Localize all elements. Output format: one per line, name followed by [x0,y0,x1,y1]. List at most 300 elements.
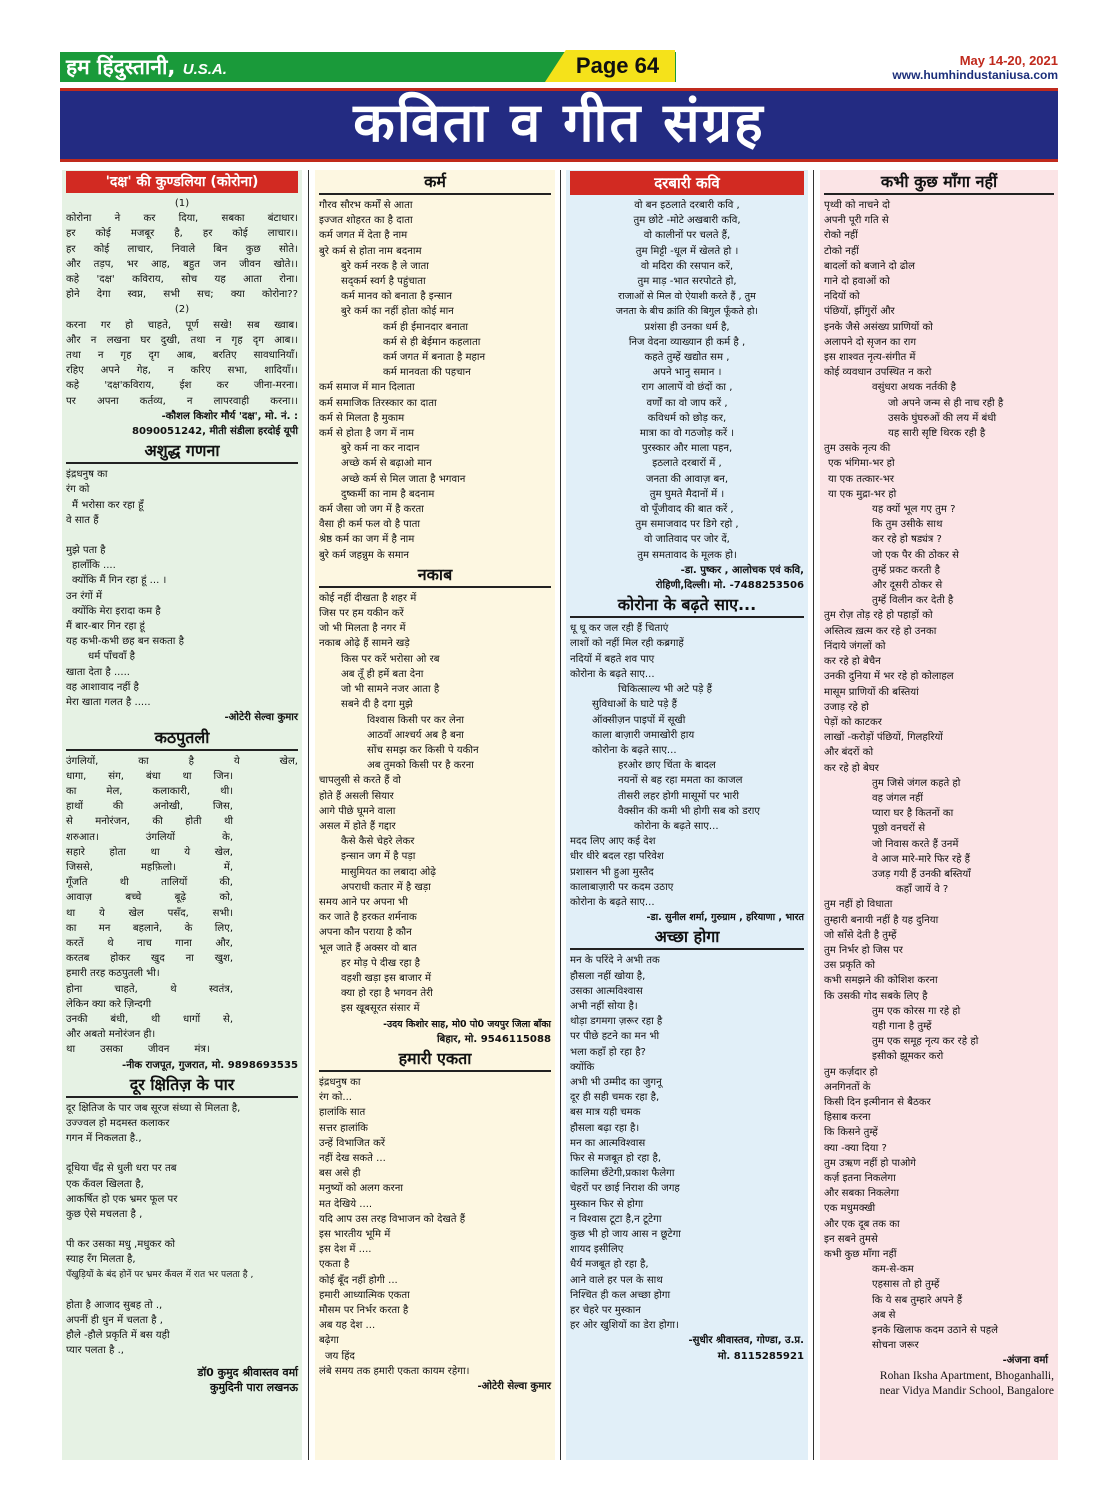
poem-line: बुरे कर्म का नहीं होता कोई मान [341,306,454,318]
poem-line: लंबे समय तक हमारी एकता कायम रहेगा। [319,1365,470,1377]
poem-line: प्यारा घर है कितनों का [872,808,954,820]
poem-line: सुविधाओं के घाटे पड़े हैं [592,699,677,711]
poem-line: कहाँ जायें वे ? [896,884,949,896]
poem-line: कर्म मानव को बनाता है इन्सान [341,291,453,303]
poem-line: हमारी तरह कठपुतली भी। [66,968,160,980]
poem-title: अच्छा होगा [570,926,804,950]
poem-line: धागा, संग, बंधा था जिन। [66,770,234,782]
poem-line: अच्छे कर्म से मिल जाता है भगवान [341,473,466,485]
poem-author: कुमुदिनी पारा लखनऊ [210,1380,298,1394]
column-2 [315,170,555,1460]
poem-author: डॉ0 कुमुद श्रीवास्तव वर्मा [197,1365,298,1379]
poem-line: कर रहे हो बेघर [824,762,879,774]
poem-title: दूर क्षितिज़ के पार [66,1074,298,1098]
stanza-number: (1) [174,198,190,209]
poem-line: राजाओं से मिल वो ऐयाशी करते हैं , तुम [618,291,756,303]
poem-line: कर्म जगत में देता है नाम [319,230,408,242]
poem-line: इंद्रधनुष का [319,1076,361,1088]
poem-line: कर रहे हो बेचैन [824,656,881,668]
column-3 [566,170,808,1460]
poem-line: एक कँवल खिलता है, [66,1178,144,1190]
poem-line: दूर ही सही चमक रहा है, [570,1092,660,1104]
poem-line: अभी नहीं सोया है। [570,1000,638,1012]
poem-line: इज्जत शोहरत का है दाता [319,215,413,227]
poem-line: उंगलियों, का है ये खेल, [66,755,298,767]
poem-line: पृथ्वी को नाचने दो [824,200,891,211]
poem-line: और एक दूब तक का [824,1218,900,1230]
poem-line: तुम्हारी बनायी नहीं है यह दुनिया [824,914,939,926]
column-4 [820,170,1058,1460]
poem-line: दूर क्षितिज के पार जब सूरज संध्या से मिलता है, [66,1102,241,1114]
poem-line: और दूसरी ठोकर से [872,580,943,592]
poem-title: कर्म [319,171,551,195]
poem-line: तुम समाजवाद पर डिगे रहो , [635,519,739,531]
poem-line: जो भी सामने नजर आता है [341,684,440,696]
poem-line: यही गाना है तुम्हें [872,1020,932,1032]
poem-line: जो भी मिलता है नगर में [319,623,406,635]
poem-line: का मन बहलाने, के लिए, [66,922,234,934]
poem-line: काला बाज़ारी जमाखोरी हाय [592,729,695,741]
poem-line: उसके घुंघरुओं की लय में बंधी [888,412,997,424]
section-title: कविता व गीत संग्रह [353,91,765,154]
poem-line: तुम रोज़ तोड़ रहे हो पहाड़ों को [824,610,933,622]
poem-title: 'दक्ष' की कुण्डलिया (कोरोना) [66,171,298,193]
poem-line: मैं बार-बार गिन रहा हूं [66,621,145,633]
poem-line: का मेल, कलाकारी, थी। [66,785,234,797]
poem-line: इनके खिलाफ कदम उठाने से पहले [872,1325,998,1337]
poem-line: कोई नहीं दीखता है शहर में [319,592,417,604]
poem-line: तुम उसके नृत्य की [824,443,891,455]
poem-line: इस शाश्वत नृत्य-संगीत में [824,352,916,364]
poem-line: और बंदरों को [824,747,874,759]
poem-line: इस देश में .... [319,1244,372,1256]
poem-author: -ओटेरी सेल्वा कुमार [224,712,298,724]
poem-line: कविधर्म को छोड़ कर, [647,412,727,424]
poem-line: मन के परिंदे ने अभी तक [570,955,660,967]
poem-line: इसीको झूमकर करो [872,1051,944,1063]
poem-line: पर अपना कर्तव्य, न लापरवाही करना।। [66,395,298,407]
author-address: near Vidya Mandir School, Bangalore [879,1384,1054,1397]
poem-line: तुम माड़ -भात सरपोटते हो, [637,276,737,288]
brand-name: हम हिंदुस्तानी, [66,55,176,79]
poem-line: तुम समतावाद के मूलक हो। [637,549,737,561]
poem-author: -नीक राजपूत, गुजरात, मो. 9898693535 [122,1059,298,1071]
poem-line: धू धू कर जल रही हैं चिताएं [570,623,669,635]
poem-line: दूधिया चँद्र से धुली धरा पर तब [66,1163,177,1175]
poem-line: लेकिन क्या करे ज़िन्दगी [66,998,152,1010]
poem-line: था ये खेल पसँद, सभी। [66,907,234,919]
poem-line: कर जाते है हरकत शर्मनाक [319,912,417,924]
poem-line: पुरस्कार और माला पहन, [641,443,733,455]
poem-line: अब तुमको किसी पर है करना [367,760,474,772]
poem-line: कभी कुछ माँगा नहीं [824,1249,897,1261]
poem-line: अपना कौन पराया है कौन [319,927,412,939]
poem-line: अनगिनतों के [824,1081,871,1093]
poem-line: शायद इसीलिए [570,1244,624,1256]
poem-line: तुम जिसे जंगल कहते हो [872,777,961,789]
poem-line: कर्म से मिलता है मुकाम [319,412,405,424]
poem-line: शरुआत। उंगलियों के, [66,831,234,843]
poem-line: कि ये सब तुम्हारे अपने हैं [872,1294,963,1306]
poem-line: कि तुम उसीके साथ [872,519,943,531]
poem-line: श्रेष्ठ कर्म का जग में है नाम [319,534,415,546]
issue-date: May 14-20, 2021 [959,53,1058,68]
brand-suffix: U.S.A. [182,61,227,78]
poem-line: प्रशासन भी हुआ मुस्तैद [570,866,654,878]
poem-line: इनके जैसे असंख्य प्राणियों को [824,321,933,333]
poem-line: इस खूबसूरत संसार में [341,1003,420,1015]
poem-line: वे आज मारे-मारे फिर रहे हैं [872,853,971,865]
poem-title: कभी कुछ माँगा नहीं [824,171,1054,195]
author-address: Rohan Iksha Apartment, Bhoganhalli, [879,1369,1054,1382]
poem-line: तुम छोटे -मोटे अखबारी कवि, [633,215,741,227]
poem-line: रहिए अपने गेह, न करिए सभा, शादियाँ।। [66,365,298,377]
poem-line: बुरे कर्म ना कर नादान [341,443,420,455]
poem-line: वो बन इठलाते दरबारी कवि , [634,200,740,211]
poem-line: बुरे कर्म से होता नाम बदनाम [319,245,422,257]
poem-line: धर्म पाँचवाँ है [88,651,136,663]
poem-line: गगन में निकलता है., [66,1133,142,1145]
poem-line: तीसरी लहर होगी मासूमों पर भारी [618,790,740,802]
poem-line: यदि आप उस तरह विभाजन को देखते हैं [319,1213,466,1225]
poem-author: -ओटेरी सेल्वा कुमार [477,1381,551,1393]
poem-line: कुछ ऐसे मचलता है , [66,1208,143,1220]
poem-line: कर्ज़ इतना निकलेगा [824,1173,896,1184]
poem-line: निश्चित ही कल अच्छा होगा [570,1289,671,1301]
poem-line: प्यार पलता है ., [66,1345,124,1357]
poem-line: हिसाब करना [824,1112,871,1124]
poem-line: सद्कर्म स्वर्ग है पहुंचाता [341,276,426,288]
poem-line: कोरोना के बढ़ते साए... [592,744,677,756]
poem-line: कालिमा छँटेगी,प्रकाश फैलेगा [570,1168,675,1180]
poem-line: वैक्सीन की कमी भी होगी सब को डराए [618,805,760,817]
poem-line: उजाड़ रहे हो [824,701,869,713]
poem-line: जो एक पैर की ठोकर से [872,549,959,561]
poem-line: कर रहे हो षड्यंत्र ? [872,534,942,546]
poem-line: और तड़प, भर आह, बहुत जन जीवन खोते।। [66,258,298,270]
poem-line: यह सारी सृष्टि थिरक रही है [888,428,986,440]
poem-line: कहे 'दक्ष'कविराय, ईश कर जीना-मरना। [66,380,298,392]
poem-line: जिससे, महफ़िलो। में, [66,861,234,873]
poem-line: इन्सान जग में है पड़ा [341,851,416,863]
poem-line: कभी समझने की कोशिश करना [824,975,938,987]
poem-line: जो निवास करते हैं उनमें [872,838,959,850]
poem-line: कोरोना ने कर दिया, सबका बंटाधार। [66,213,298,225]
poem-line: भूल जाते हैं अक्सर वो बात [319,942,417,954]
stanza-number: (2) [174,304,190,316]
poem-line: उसका आत्मविश्वास [570,985,643,997]
poem-line: करतें थे नाच गाना और, [66,937,234,949]
poem-line: बुरे कर्म जहन्नुम के समान [319,549,409,561]
poem-line: तुम निर्भर हो जिस पर [824,944,903,956]
poem-line: ऑक्सीज़न पाइपों में सूखी [592,714,686,726]
poem-author: -अंजना वर्मा [1002,1355,1048,1367]
poem-line: मुझे पता है [66,545,106,557]
poem-line: पंछियों, झींगुरों और [824,306,895,318]
poem-title: कठपुतली [66,727,298,751]
poem-author: -उदय किशोर साह, मो0 पो0 जयपुर जिला बाँका [383,1018,551,1030]
poem-line: आवाज़ बच्चे बूढ़े को, [66,892,234,904]
poem-line: राग आलापें वो छंदों का , [641,382,733,394]
poem-line: तुम कर्ज़दार हो [824,1066,878,1078]
masthead-brand [66,53,227,81]
poem-line: चेहरों पर छाई निराश की जगह [570,1183,680,1195]
poem-line: होना चाहते, थे स्वतंत्र, [66,983,234,995]
column-divider [560,170,561,1460]
poem-line: कोरोना के बढ़ते साए... [570,896,655,908]
poem-line: वह जंगल नहीं [872,792,923,804]
poem-author: -कौशल किशोर मौर्य 'दक्ष', मो. नं. : [161,410,298,422]
poem-line: चिकित्साल्य भी अटे पड़े हैं [618,684,713,696]
poem-line: वह आशावाद नहीं है [66,681,139,693]
poem-line: वहशी खड़ा इस बाजार में [341,972,431,984]
poem-line: अब तूँ ही हमें बता देना [341,668,424,680]
poem-line: कोरोना के बढ़ते साए... [570,668,655,680]
poem-line: अब यह देश ... [319,1320,376,1332]
page-number: Page 64 [575,53,660,78]
poem-line: यह कभी-कभी छह बन सकता है [66,636,184,648]
poem-line: मन का आत्मविश्वास [570,1137,646,1149]
poem-line: तुम घुमते मैदानों में । [649,488,725,500]
poem-line: कि किसने तुम्हें [824,1127,878,1139]
poem-line: आने वाले हर पल के साथ [570,1274,663,1286]
poem-line: आठवाँ आश्चर्य अब है बना [367,729,464,741]
poem-line: एक भंगिमा-भर हो [828,458,895,470]
poem-line: आगे पीछे घूमने वाला [319,805,396,817]
poem-line: हर मोड़ पे दीख रहा है [341,957,421,969]
poem-line: खाता देता है ..... [66,666,130,678]
poem-line: पँखुड़ियों के बंद होनें पर भ्रमर कँवल में रात भर पलता है , [66,1269,254,1280]
poem-line: किस पर करें भरोसा ओ रब [341,653,440,665]
poem-line: इंद्रधनुष का [66,469,108,481]
poem-line: हर कोई मजबूर है, हर कोई लाचार।। [66,228,298,240]
poem-line: बादलों को बजाने दो ढोल [824,260,915,272]
poem-line: असल में होते हैं गद्दार [319,820,396,832]
poem-line: मात्रा का वो गठजोड़ करें । [639,428,735,440]
poem-line: रंग को... [319,1092,353,1104]
poem-line: इस भारतीय भूमि में [319,1229,391,1240]
poem-line: कर्म मानवता की पहचान [383,367,471,379]
poem-line: इन सबने तुमसे [824,1233,878,1245]
poem-line: पी कर उसका मधु ,मधुकर को [66,1239,175,1251]
poem-author: रोहिणी,दिल्ली। मो. -7488253506 [655,580,804,592]
poem-line: एक मधुमक्खी [824,1203,876,1215]
poem-line: मासूम प्राणियों की बस्तियां [824,686,919,698]
poem-line: बुरे कर्म नरक है ले जाता [341,260,429,272]
poem-line: वो पूँजीवाद की बात करें , [640,504,734,516]
poem-line: हालाँकि .... [72,560,116,572]
poem-line: तुम उऋण नहीं हो पाओगे [824,1157,916,1169]
poem-line: निज वेदना व्याख्यान ही कर्म है , [628,336,746,348]
poem-author: 8090051242, मीती संडीला हरदोई यूपी [131,426,298,438]
poem-line: और अबतो मनोरंजन ही। [66,1029,156,1041]
poem-line: तथा न गृह दृग आब, बरतिए सावधानियाँ। [66,350,298,362]
poem-line: मासुमियत का लबादा ओढ़े [341,866,436,878]
poem-line: तुम एक कोरस गा रहे हो [872,1005,961,1017]
poem-line: क्या -क्या दिया ? [824,1142,887,1154]
poem-line: अपनीं ही धुन में चलता है , [66,1315,163,1326]
poem-line: आकर्षित हो एक भ्रमर फूल पर [66,1193,178,1205]
poem-line: हौसला बढ़ा रहा है। [570,1122,640,1134]
poem-line: कर्म जगत में बनाता है महान [383,352,486,364]
poem-line: अस्तित्व ख़त्म कर रहे हो उनका [824,625,937,637]
poem-line: समय आने पर अपना भी [319,896,408,908]
poem-line: हरओर छाए चिंता के बादल [618,760,716,772]
poem-line: सबने दी है दगा मुझे [341,699,413,711]
poem-line: करना गर हो चाहते, पूर्ण सखे! सब ख्वाब। [66,319,298,331]
poem-line: क्या हो रहा है भगवन तेरी [341,988,433,1000]
poem-line: या एक मुद्रा-भर हो [828,488,897,500]
poem-line: कैसे कैसे चेहरे लेकर [341,836,415,848]
poem-line: मेरा खाता गलत है ..... [66,697,151,709]
poem-line: कहे 'दक्ष' कविराय, सोच यह आता रोना। [66,274,298,286]
poem-line: थोड़ा डगमगा ज़रूर रहा है [570,1016,663,1028]
poem-line: वो कालीनों पर चलते हैं, [643,230,731,242]
poem-line: दुष्कर्मी का नाम है बदनाम [341,488,435,500]
poem-line: धैर्य मजबूत हो रहा है, [570,1259,649,1271]
poem-line: नकाब ओढ़े हैं सामने खड़े [319,638,410,650]
poem-line: होता है आजाद सुबह तो ., [66,1299,163,1311]
poem-author: -सुधीर श्रीवास्तव, गोण्डा, उ.प्र. [688,1335,804,1347]
poem-author: -डा. सुनील शर्मा, गुरुग्राम , हरियाणा , भारत [646,912,804,924]
poem-line: गूँजति थी तालियों की, [66,877,234,889]
poem-line: किसी दिन इत्मीनान से बैठकर [824,1096,931,1108]
poem-line: निंदाये जंगलों को [824,640,886,652]
poem-line: कि उसकी गोद सबके लिए है [824,990,928,1002]
poem-line: हमारी आध्यात्मिक एकता [319,1289,410,1301]
poem-line: वो मदिरा की रसपान करें, [640,260,734,272]
website-link[interactable]: www.humhindustaniusa.com [892,68,1058,82]
poem-line: उस प्रकृति को [824,960,876,972]
poem-line: जय हिंद [325,1350,355,1362]
poem-line: मौसम पर निर्भर करता है [319,1305,409,1317]
poem-line: हर चेहरे पर मुस्कान [570,1305,641,1317]
poem-line: अच्छे कर्म से बढ़ाओ मान [341,458,432,470]
poem-line: नदियों को [824,291,860,303]
poem-line: अपराधी कतार में है खड़ा [341,881,431,893]
poem-line: पेड़ों को काटकर [824,716,882,728]
poem-line: चापलुसी से करते हैं वो [319,775,401,787]
poem-line: रोको नहीं [824,230,858,242]
poem-line: करतब होकर खुद ना खुश, [66,953,234,965]
poem-line: वसुंधरा अथक नर्तकी है [872,382,957,394]
poem-line: हर कोई लाचार, निवाले बिन कुछ सोते। [66,243,298,255]
column-1 [62,170,302,1460]
poem-line: टोको नहीं [824,245,859,257]
column-divider [813,170,814,1460]
poem-line: गौरव सौरभ कर्मों से आता [319,200,413,211]
poem-line: या एक तत्कार-भर [828,473,895,485]
poem-line: कर्म जैसा जो जग में है करता [319,504,424,516]
poem-author: बिहार, मो. 9546115088 [436,1033,551,1045]
poem-line: एहसास तो हो तुम्हें [872,1279,940,1291]
poem-line: अलापने दो सृजन का राग [824,336,917,348]
poem-line: मदद लिए आए कई देश [570,836,656,848]
poem-title: अशुद्ध गणना [66,440,298,464]
poem-line: पर पीछे हटने का मन भी [570,1031,660,1043]
poem-line: जिस पर हम यकीन करें [319,608,404,620]
poem-line: क्योंकि मेरा इरादा कम है [72,605,161,617]
poem-line: हौसला नहीं खोया है, [570,970,646,982]
poem-line: मनुष्यों को अलग करना [319,1183,404,1195]
poem-title: दरबारी कवि [570,171,804,195]
poem-line: विश्वास किसी पर कर लेना [367,714,465,726]
poem-line: मैं भरोसा कर रहा हूँ [72,499,144,511]
poem-line: उजड़ गयी हैं उनकी बस्तियाँ [872,868,971,880]
poem-line: तुम मिट्टी -धूल में खेलते हो । [635,245,739,257]
poem-line: अपनी पूरी गति से [824,215,889,227]
poem-title: नकाब [319,564,551,588]
poem-line: फिर से मजबूत हो रहा है, [570,1152,662,1164]
poem-line: न विश्वास टूटा है,न टूटेगा [570,1213,662,1225]
poem-line: क्योंकि मैं गिन रहा हूं ... । [72,575,167,587]
poem-line: कर्म से होता है जग में नाम [319,428,415,440]
poem-line: उज्ज्वल हो मदमस्त कलाकर [66,1117,170,1129]
poem-line: कुछ भी हो जाय आस न छूटेगा [570,1229,681,1240]
poem-line: मुस्कान फिर से होगा [570,1198,644,1210]
poem-line: हर ओर खुशियों का डेरा होगा। [570,1320,679,1332]
poem-line: भला कहाँ हो रहा है? [570,1046,646,1058]
poem-line: इठलाते दरबारों में , [652,458,722,470]
poem-line: अब से [872,1309,896,1321]
poem-line: सत्तर हालांकि [319,1122,368,1134]
poem-line: बस असे ही [319,1168,361,1180]
poem-line: होते हैं असली सियार [319,790,394,802]
poem-line: गाने दो हवाओं को [824,276,890,288]
poem-line: कोई व्यवधान उपस्थित न करो [824,367,932,379]
poem-line: होने देगा स्वप्न, सभी सच; क्या कोरोना?? [66,289,298,301]
poem-line: कर्म ही ईमानदार बनाता [383,321,469,333]
poem-author: मो. 8115285921 [717,1350,804,1362]
poem-line: और न लखना घर दुखी, तथा न गृह दृग आब।। [66,334,298,346]
poem-line: कर्म से ही बेईमान कहलाता [383,336,481,348]
poem-line: कर्म समाजिक तिरस्कार का दाता [319,397,437,409]
poem-line: जो अपने जन्म से ही नाच रही है [888,397,1004,409]
poem-line: स्याह रँग मिलता है, [66,1254,136,1266]
poem-line: पूछो वनचरों से [872,823,926,835]
poem-line: नदियों में बहते शव पाए [570,653,655,665]
poem-line: हौले -हौले प्रकृति में बस यही [66,1330,170,1342]
poem-line: एकता है [319,1259,350,1271]
poem-title: हमारी एकता [319,1048,551,1072]
poem-line: कोई बूँद नहीं होगी ... [319,1274,398,1286]
poem-line: उनकी दुनिया में भर रहे हो कोलाहल [824,671,954,683]
poem-line: नहीं देख सकते ... [319,1152,386,1164]
poem-line: तुम नहीं हो विधाता [824,899,893,911]
poem-line: और सबका निकलेगा [824,1188,899,1200]
poem-line: धीर धीरे बदल रहा परिवेश [570,851,664,863]
poem-line: जनता की आवाज़ बन, [645,473,729,485]
poem-line: वैसा ही कर्म फल वो है पाता [319,519,420,531]
poem-line: कालाबाज़ारी पर कदम उठाए [570,881,674,893]
poem-line: वर्णों का वो जाप करें , [646,397,728,409]
poem-line: वे सात हैं [66,514,99,526]
poem-line: सहारे होता था ये खेल, [66,846,234,858]
poem-line: उन्हें विभाजित करें [319,1137,385,1149]
poem-line: मत देखिये .... [319,1198,373,1210]
column-divider [308,170,309,1460]
poem-line: सोंच समझ कर किसी पे यकीन [367,744,479,756]
poem-line: प्रशंसा ही उनका धर्म है, [644,321,730,333]
poem-line: कम-से-कम [872,1264,914,1276]
poem-line: यह क्यों भूल गए तुम ? [872,504,956,516]
poem-line: उनकी बंधी, थी धागों से, [66,1013,234,1025]
poem-line: तुम एक समूह नृत्य कर रहे हो [872,1036,979,1048]
poem-line: जो साँसे देती है तुम्हें [824,929,897,941]
poem-line: हालांकि सात [319,1107,366,1119]
poem-line: हाथों की अनोखी, जिस, [66,801,234,813]
poem-line: क्योंकि [570,1061,595,1073]
